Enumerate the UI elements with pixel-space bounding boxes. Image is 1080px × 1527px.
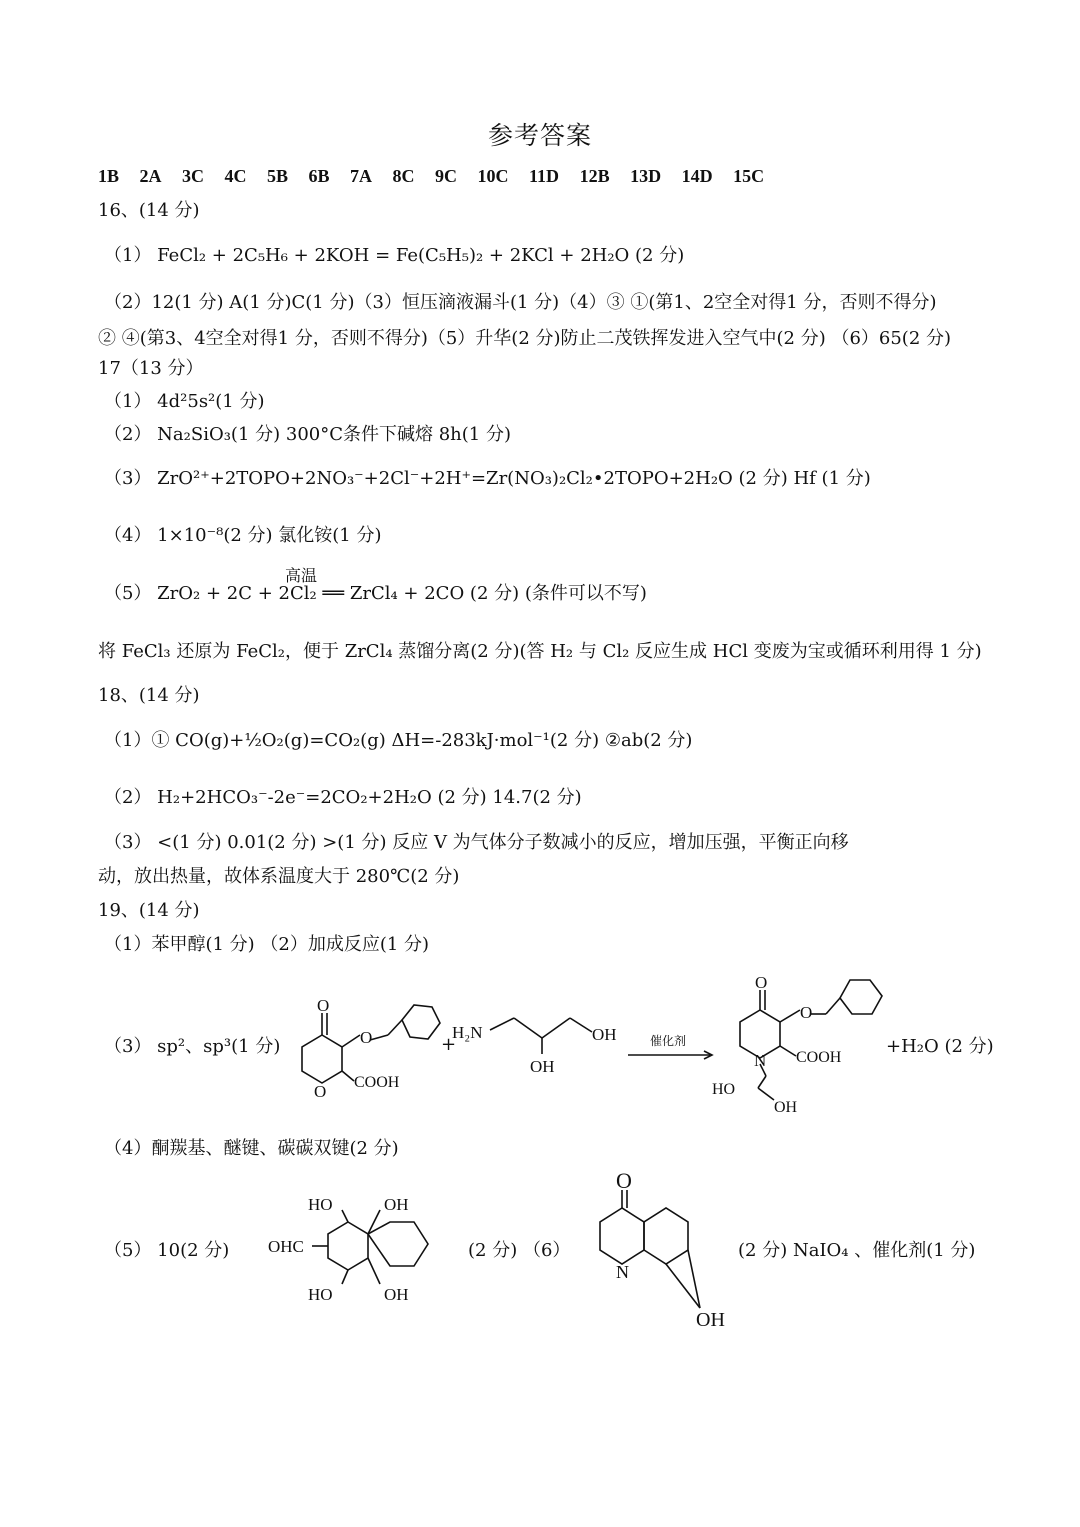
atom-label: OH — [592, 1025, 617, 1044]
q18-answer-2: （2） H₂+2HCO₃⁻-2e⁻=2CO₂+2H₂O (2 分) 14.7(2 分) — [104, 787, 582, 808]
q16-answer-1: （1） FeCl₂ + 2C₅H₆ + 2KOH = Fe(C₅H₅)₂ + 2KCl + 2H₂O (2 分) — [104, 245, 685, 266]
atom-label: COOH — [796, 1049, 842, 1066]
mc-answer: 1B — [98, 166, 120, 186]
atom-label: OHC — [268, 1237, 304, 1256]
q16-answer-2: （2）12(1 分) A(1 分)C(1 分)（3）恒压滴液漏斗(1 分)（4）③ ①(第1、2空全对得1 分，否则不得分) — [104, 292, 937, 313]
product-svg — [710, 968, 890, 1118]
atom-label: O — [360, 1028, 373, 1047]
q17-answer-5: （5） ZrO₂ + 2C + 2Cl₂ ══ ZrCl₄ + 2CO (2 分) (条件可以不写) — [104, 583, 647, 604]
q19-answer-1: （1）苯甲醇(1 分) （2）加成反应(1 分) — [104, 934, 430, 955]
q16-header: 16、(14 分) — [98, 200, 200, 221]
atom-label: O — [755, 973, 768, 992]
atom-label: OH — [774, 1099, 798, 1116]
page-title: 参考答案 — [487, 121, 592, 150]
q16-answer-3: ② ④(第3、4空全对得1 分，否则不得分)（5）升华(2 分)防止二茂铁挥发进入空气中(2 分) （6）65(2 分) — [98, 328, 952, 349]
mc-answer: 11D — [529, 166, 560, 186]
q19-answer-5-mid: (2 分) （6） — [468, 1240, 571, 1261]
plus-sign: + — [441, 1034, 457, 1055]
reactant-structure-2 — [452, 1010, 632, 1084]
q19-answer-6-suffix: (2 分) NaIO₄ 、催化剂(1 分) — [738, 1240, 976, 1261]
isomer-structure — [268, 1192, 468, 1316]
q17-answer-4: （4） 1×10⁻⁸(2 分) 氯化铵(1 分) — [104, 525, 382, 546]
atom-label: HO — [308, 1195, 333, 1214]
mc-answer: 3C — [182, 166, 205, 186]
quinolizinone-structure — [586, 1168, 746, 1342]
q17-header: 17（13 分） — [98, 358, 204, 379]
mc-answer: 12B — [579, 166, 610, 186]
q19-answer-3-prefix: （3） sp²、sp³(1 分) — [104, 1036, 281, 1057]
atom-label: O — [800, 1003, 813, 1022]
mc-answer: 15C — [733, 166, 765, 186]
reaction-condition: 高温 — [285, 566, 318, 585]
mc-answer: 7A — [350, 166, 373, 186]
reactant-2-svg — [452, 1010, 632, 1080]
isomer-svg — [268, 1192, 468, 1312]
atom-label: O — [317, 996, 330, 1015]
mc-answer: 6B — [308, 166, 330, 186]
quinolizinone-svg — [586, 1168, 746, 1338]
q19-answer-4: （4）酮羰基、醚键、碳碳双键(2 分) — [104, 1138, 399, 1159]
atom-label: OH — [530, 1057, 555, 1076]
q18-answer-4: 动，放出热量，故体系温度大于 280℃(2 分) — [98, 866, 460, 887]
q17-answer-3: （3） ZrO²⁺+2TOPO+2NO₃⁻+2Cl⁻+2H⁺=Zr(NO₃)₂Cl₂•2TOPO+2H₂O (2 分) Hf (1 分) — [104, 468, 871, 489]
q19-header: 19、(14 分) — [98, 900, 200, 921]
mc-answer: 5B — [267, 166, 289, 186]
reactant-structure-1 — [290, 995, 450, 1109]
mc-answer: 4C — [224, 166, 247, 186]
atom-label: OH — [384, 1195, 409, 1214]
atom-label: N — [754, 1051, 767, 1070]
mc-answer: 14D — [681, 166, 713, 186]
q17-answer-2: （2） Na₂SiO₃(1 分) 300°C条件下碱熔 8h(1 分) — [104, 424, 511, 445]
atom-label: O — [616, 1168, 632, 1193]
mc-answer: 2A — [139, 166, 162, 186]
q19-answer-3-water: +H₂O (2 分) — [886, 1036, 994, 1057]
q18-answer-1: （1）① CO(g)+½O₂(g)=CO₂(g) ΔH=-283kJ·mol⁻¹(2 分) ②ab(2 分) — [104, 730, 693, 751]
atom-label: H₂N — [452, 1023, 483, 1042]
q17-answer-1: （1） 4d²5s²(1 分) — [104, 391, 265, 412]
q18-header: 18、(14 分) — [98, 685, 200, 706]
q18-answer-3: （3） <(1 分) 0.01(2 分) >(1 分) 反应 V 为气体分子数减小的反应，增加压强，平衡正向移 — [104, 832, 849, 853]
reaction-arrow — [628, 1046, 718, 1065]
atom-label: HO — [308, 1285, 333, 1304]
reactant-1-svg — [290, 995, 450, 1105]
atom-label: OH — [384, 1285, 409, 1304]
q19-answer-5-prefix: （5） 10(2 分) — [104, 1240, 230, 1261]
q17-answer-6: 将 FeCl₃ 还原为 FeCl₂，便于 ZrCl₄ 蒸馏分离(2 分)(答 H₂ 与 Cl₂ 反应生成 HCl 变废为宝或循环利用得 1 分) — [98, 641, 982, 662]
mc-answer: 13D — [630, 166, 662, 186]
mc-answer: 8C — [392, 166, 415, 186]
atom-label: N — [616, 1262, 629, 1282]
arrow-icon — [628, 1051, 718, 1061]
catalyst-label: 催化剂 — [650, 1034, 687, 1048]
atom-label: O — [314, 1082, 327, 1101]
multiple-choice-answers — [98, 166, 780, 187]
mc-answer: 9C — [435, 166, 458, 186]
product-structure — [710, 968, 890, 1122]
atom-label: HO — [712, 1081, 736, 1098]
atom-label: COOH — [354, 1074, 400, 1091]
mc-answer: 10C — [477, 166, 509, 186]
atom-label: OH — [696, 1309, 725, 1331]
